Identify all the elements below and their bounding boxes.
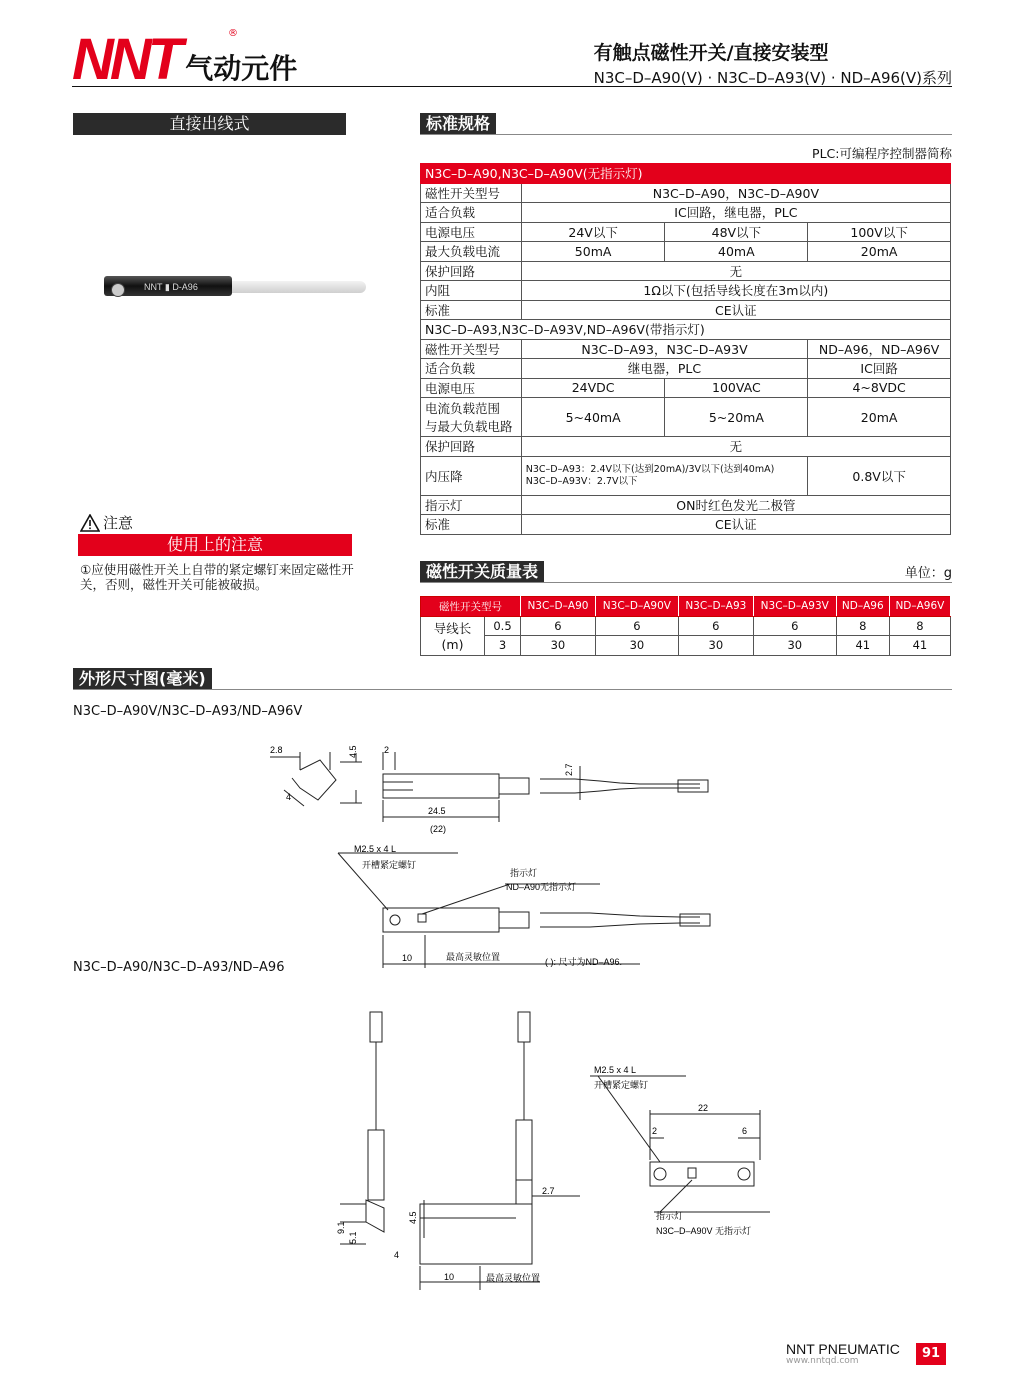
- spec-section-title: 标准规格: [420, 113, 496, 135]
- weight-header-row: 磁性开关型号 N3C–D–A90 N3C–D–A90V N3C–D–A93 N3C–D–A93V ND–A96 ND–A96V: [421, 597, 951, 617]
- voltage-3: 100V以下: [808, 222, 951, 242]
- sensor-body: [104, 276, 232, 296]
- voltage-2: 48V以下: [665, 222, 808, 242]
- caution-text: ①应使用磁性开关上自带的紧定螺钉来固定磁性开关，否则，磁性开关可能被破损。: [80, 562, 354, 592]
- drawing-middle-view: [338, 853, 710, 968]
- dim-10-b: 10: [444, 1272, 455, 1282]
- registered-mark: ®: [228, 28, 238, 39]
- weight-table: [420, 596, 951, 656]
- paren-note: ( ): 尺寸为ND–A96.: [545, 957, 623, 967]
- dim-22-paren: (22): [430, 824, 447, 834]
- screw-name-b: 开槽紧定螺钉: [594, 1080, 649, 1090]
- drawing-top-side-view: [270, 752, 708, 822]
- screw-icon: [111, 283, 125, 297]
- caution-bar: 使用上的注意: [78, 534, 352, 556]
- led-note: ND–A90无指示灯: [506, 882, 577, 892]
- dimension-label-plain: N3C–D–A90/N3C–D–A93/ND–A96: [73, 960, 285, 975]
- table-row: 保护回路 无: [421, 261, 951, 281]
- footer-brand: NNT PNEUMATIC: [786, 1341, 900, 1357]
- voltage-1: 24V以下: [521, 222, 665, 242]
- table-row: 内阻 1Ω以下(包括导线长度在3m以内): [421, 281, 951, 301]
- dim-2-8: 2.8: [270, 745, 283, 755]
- led-note-b: N3C–D–A90V 无指示灯: [656, 1226, 752, 1236]
- table-row: 适合负载 继电器，PLC IC回路: [421, 359, 951, 379]
- dim-5-1: 5.1: [348, 1231, 358, 1244]
- table-row: 内压降 N3C–D–A93：2.4V以下(达到20mA)/3V以下(达到40mA) N3C–D–A93V：2.7V以下 0.8V以下: [421, 456, 951, 495]
- sensitive-position-b: 最高灵敏位置: [486, 1273, 541, 1283]
- dim-9-1: 9.1: [336, 1221, 346, 1234]
- table-row: 标准 CE认证: [421, 515, 951, 535]
- dim-10: 10: [402, 953, 413, 963]
- table-row: 标准 CE认证: [421, 300, 951, 320]
- header-rule: [72, 86, 952, 87]
- page-title: 有触点磁性开关/直接安装型: [593, 42, 829, 64]
- series-title: N3C–D–A90(V) · N3C–D–A93(V) · ND–A96(V)系列: [593, 69, 952, 87]
- spec-section-rule: [420, 134, 952, 135]
- dim-2-b: 2: [652, 1126, 658, 1136]
- spec-table: [420, 163, 951, 535]
- dim-4-5: 4.5: [348, 745, 358, 758]
- table-row: 指示灯 ON时红色发光二极管: [421, 495, 951, 515]
- caution-heading: [80, 512, 133, 533]
- dim-4-5-b: 4.5: [408, 1211, 418, 1224]
- dim-2-7-b: 2.7: [542, 1186, 555, 1196]
- weight-section-rule: [420, 582, 952, 583]
- type-bar: 直接出线式: [73, 113, 346, 135]
- dim-22: 22: [698, 1103, 709, 1113]
- dim-6: 6: [742, 1126, 748, 1136]
- screw-spec: M2.5 x 4 L: [354, 844, 397, 854]
- sensitive-position: 最高灵敏位置: [446, 952, 501, 962]
- table-row: 磁性开关型号 N3C–D–A90，N3C–D–A90V: [421, 183, 951, 203]
- brand: [72, 27, 298, 92]
- weight-section-title: 磁性开关质量表: [420, 561, 544, 583]
- dim-2: 2: [384, 745, 390, 755]
- header-titles: [594, 38, 952, 88]
- screw-spec-b: M2.5 x 4 L: [594, 1065, 637, 1075]
- dim-2-7: 2.7: [564, 763, 574, 776]
- table-row: 电流负载范围 与最大负载电路 5~40mA 5~20mA 20mA: [421, 398, 951, 437]
- table-row: 适合负载 IC回路，继电器，PLC: [421, 203, 951, 223]
- screw-name: 开槽紧定螺钉: [362, 860, 417, 870]
- led-label: 指示灯: [510, 868, 538, 878]
- dimension-section-title: 外形尺寸图(毫米): [73, 668, 212, 690]
- table-row: 磁性开关型号 N3C–D–A93，N3C–D–A93V ND–A96，ND–A96V: [421, 339, 951, 359]
- dim-24-5: 24.5: [428, 806, 446, 816]
- caution-heading-text: 注意: [103, 514, 134, 532]
- table-row: 最大负载电流 50mA 40mA 20mA: [421, 242, 951, 262]
- dim-4: 4: [286, 792, 292, 802]
- drawing-bottom-views: [340, 1012, 770, 1290]
- brand-subtitle: 气动元件: [185, 52, 298, 85]
- warning-icon: [80, 514, 100, 532]
- table-row: 3 30 30 30 30 41 41: [421, 636, 951, 656]
- dimension-section-rule: [73, 689, 952, 690]
- sensor-photo: [104, 272, 366, 302]
- sensor-cable: [230, 281, 366, 293]
- page-number: 91: [916, 1343, 946, 1365]
- sensor-print: NNT ▮ D-A96: [144, 282, 198, 292]
- plc-note: PLC:可编程序控制器简称: [812, 146, 952, 161]
- footer-url: www.nntqd.com: [786, 1356, 859, 1366]
- led-label-b: 指示灯: [656, 1211, 684, 1221]
- table-row: 电源电压 24V以下 48V以下 100V以下: [421, 222, 951, 242]
- table-row: 导线长 (m) 0.5 6 6 6 6 8 8: [421, 616, 951, 636]
- spec-group1-header: N3C–D–A90,N3C–D–A90V(无指示灯): [421, 164, 951, 184]
- weight-unit: 单位：g: [904, 566, 952, 581]
- spec-group2-header: N3C–D–A93,N3C–D–A93V,ND–A96V(带指示灯): [421, 320, 951, 340]
- table-row: 电源电压 24VDC 100VAC 4~8VDC: [421, 378, 951, 398]
- table-row: 保护回路 无: [421, 437, 951, 457]
- brand-logo: NNT: [72, 27, 180, 92]
- dimension-label-v: N3C–D–A90V/N3C–D–A93/ND–A96V: [73, 704, 303, 719]
- dim-4-b: 4: [394, 1250, 400, 1260]
